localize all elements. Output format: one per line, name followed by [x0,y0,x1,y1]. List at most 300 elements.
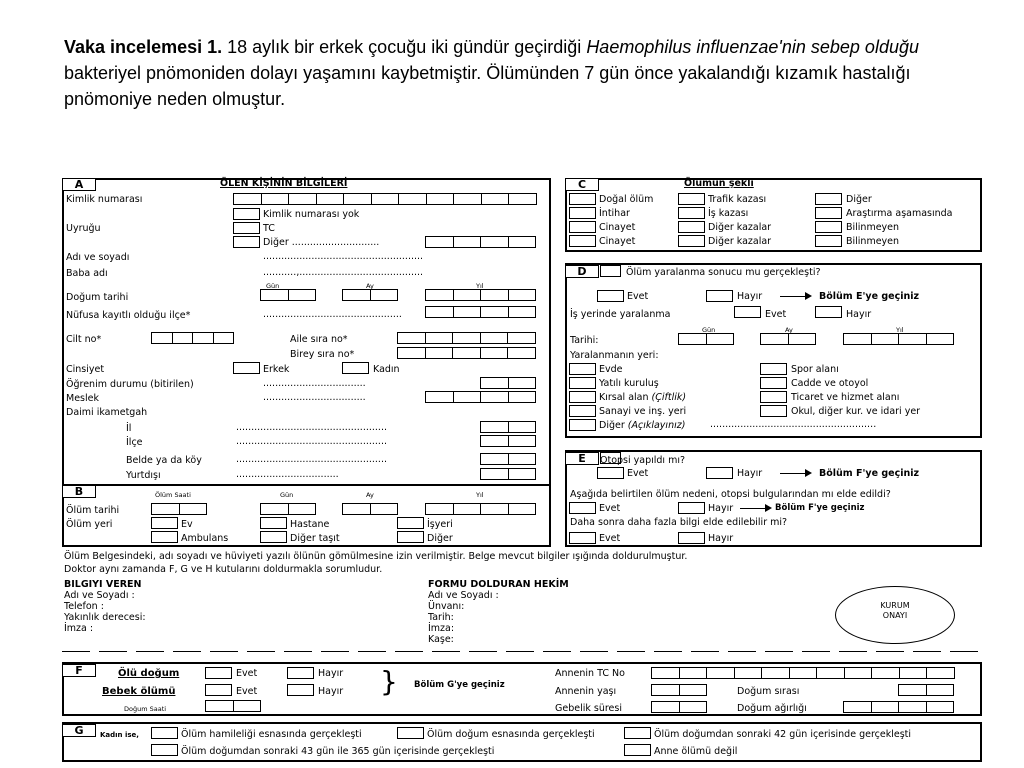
char-box[interactable] [425,306,454,318]
bilgi-title: BILGIYI VEREN [64,579,142,590]
note-line1: Ölüm Belgesindeki, adı soyadı ve hüviyeti yazılı ölünün gömülmesine izin verilmiştir. Belge mevcut bilgiler ışığında doldurulmuştur. [64,551,688,562]
bebek-olumu-hayir-checkbox[interactable] [287,684,314,696]
kadin-ise-label: Kadın ise, [100,731,139,739]
char-box[interactable] [425,289,454,301]
arastirma-checkbox[interactable] [815,207,842,219]
evde-label: Evde [599,364,623,375]
meslek-dots[interactable]: .................................. [263,392,366,403]
nufus-label: Nüfusa kayıtlı olduğu ilçe* [66,310,191,321]
dogum-agirligi-boxes[interactable] [843,701,953,713]
char-box[interactable] [233,700,262,712]
char-box[interactable] [343,193,372,205]
hastane-checkbox[interactable] [260,517,287,529]
char-box[interactable] [706,333,735,345]
cut-dash [99,651,127,652]
char-box[interactable] [480,421,509,433]
char-box[interactable] [370,503,399,515]
cut-dash [62,651,90,652]
kimlik-label: Kimlik numarası [66,194,143,205]
char-box[interactable] [205,700,234,712]
gun-label-b: Gün [280,491,294,499]
char-box[interactable] [843,333,872,345]
ogrenim-label: Öğrenim durumu (bitirilen) [66,379,194,390]
char-box[interactable] [706,667,735,679]
char-box[interactable] [508,377,537,389]
section-f-tab: F [62,664,96,677]
cut-dash [284,651,312,652]
otopsi-bulgu-hayir-checkbox[interactable] [678,502,705,514]
char-box[interactable] [453,306,482,318]
cinayet2-checkbox[interactable] [569,235,596,247]
olu-dogum-label: Ölü doğum [118,668,180,679]
nufus-dots[interactable]: .............................................. [263,309,402,320]
spor-checkbox[interactable] [760,363,787,375]
char-box[interactable] [760,333,789,345]
anne-yasi-boxes[interactable] [651,684,706,696]
ay-label-a: Ay [366,282,374,290]
char-box[interactable] [151,503,180,515]
kimlik-boxes[interactable] [233,193,536,205]
erkek-label: Erkek [263,364,290,375]
olu-dogum-hayir-checkbox[interactable] [287,667,314,679]
char-box[interactable] [288,193,317,205]
hekim-kase: Kaşe: [428,634,454,645]
d-question: Ölüm yaralanma sonucu mu gerçekleşti? [626,267,821,278]
diger-kaza1-label: Diğer kazalar [708,222,772,233]
olum-tarihi-label: Ölüm tarihi [66,505,120,516]
char-box[interactable] [260,289,289,301]
char-box[interactable] [172,332,194,344]
ambulans-label: Ambulans [181,533,229,544]
hekim-unvan: Ünvanı: [428,601,465,612]
char-box[interactable] [508,193,537,205]
d-gun-boxes[interactable] [678,333,733,345]
ticaret-checkbox[interactable] [760,391,787,403]
char-box[interactable] [843,701,872,713]
intihar-label: İntihar [599,208,630,219]
g-opt2-label: Ölüm doğum esnasında gerçekleşti [427,729,595,740]
char-box[interactable] [371,193,400,205]
is-yerinde-label: İş yerinde yaralanma [570,309,671,320]
char-box[interactable] [651,667,680,679]
g-opt4-label: Ölüm doğumdan sonraki 43 gün ile 365 gün içerisinde gerçekleşti [181,746,495,757]
cut-dash [728,651,756,652]
d-yil-boxes[interactable] [843,333,953,345]
char-box[interactable] [788,333,817,345]
is-kazasi-checkbox[interactable] [678,207,705,219]
otopsi-hayir-checkbox[interactable] [706,467,733,479]
bilinmeyen2-checkbox[interactable] [815,235,842,247]
bilgi-telefon: Telefon : [64,601,104,612]
diger-yeri-dots[interactable]: .....................................................‥ [710,419,877,430]
cut-dash [506,651,534,652]
ev-checkbox[interactable] [151,517,178,529]
char-box[interactable] [480,289,509,301]
dogum-yil-boxes[interactable] [425,289,535,301]
diger-uyruk-checkbox[interactable] [233,236,260,248]
cut-dash [617,651,645,652]
daha-sonra-question: Daha sonra daha fazla bilgi elde edilebilir mi? [570,517,788,528]
char-box[interactable] [261,193,290,205]
char-box[interactable] [480,453,509,465]
belde-boxes[interactable] [480,453,535,465]
brace-icon: } [380,665,398,698]
aile-label: Aile sıra no* [290,334,348,345]
char-box[interactable] [480,236,509,248]
anne-tc-boxes[interactable] [651,667,954,679]
anne-yasi-label: Annenin yaşı [555,686,617,697]
olu-dogum-evet-checkbox[interactable] [205,667,232,679]
char-box[interactable] [453,193,482,205]
char-box[interactable] [508,391,537,403]
cut-dash [802,651,830,652]
ogrenim-dots[interactable]: .................................. [263,378,366,389]
evde-checkbox[interactable] [569,363,596,375]
char-box[interactable] [926,333,955,345]
tc-label: TC [263,223,275,234]
char-box[interactable] [508,503,537,515]
diger-yer-label: Diğer [427,533,453,544]
note-line2: Doktor aynı zamanda F, G ve H kutularını doldurmakla sorumludur. [64,564,383,575]
char-box[interactable] [425,391,454,403]
char-box[interactable] [508,453,537,465]
char-box[interactable] [651,701,680,713]
char-box[interactable] [453,289,482,301]
intro-part2: bakteriyel pnömoniden dolayı yaşamını kaybetmiştir. Ölümünden 7 gün önce yakalandığı kızamık hastalığı pnömoniye neden olmuştur. [64,63,911,109]
cut-dash [321,651,349,652]
char-box[interactable] [481,193,510,205]
char-box[interactable] [871,667,900,679]
olum-saat-boxes[interactable] [151,503,206,515]
char-box[interactable] [398,193,427,205]
hekim-tarih: Tarih: [428,612,454,623]
dogum-saati-label: Doğum Saati [124,705,167,713]
char-box[interactable] [342,289,371,301]
spor-label: Spor alanı [791,364,839,375]
char-box[interactable] [871,333,900,345]
char-box[interactable] [508,468,537,480]
cut-dash [580,651,608,652]
olu-dogum-hayir-label: Hayır [318,668,344,679]
char-box[interactable] [452,332,481,344]
section-c-tab: C [565,178,599,191]
yurtdisi-boxes[interactable] [480,468,535,480]
diger-kaza1-checkbox[interactable] [678,221,705,233]
g-opt2-checkbox[interactable] [397,727,424,739]
kurum-line1: KURUM [880,601,910,610]
char-box[interactable] [871,701,900,713]
dogum-gun-boxes[interactable] [260,289,315,301]
char-box[interactable] [453,391,482,403]
hekim-adi: Adı ve Soyadı : [428,590,499,601]
ilce-label: İlçe [126,437,143,448]
char-box[interactable] [397,347,426,359]
bebek-olumu-evet-label: Evet [236,686,258,697]
sanayi-checkbox[interactable] [569,405,596,417]
char-box[interactable] [426,193,455,205]
dogum-tarihi-label: Doğum tarihi [66,292,129,303]
yatili-checkbox[interactable] [569,377,596,389]
d-ay-boxes[interactable] [760,333,815,345]
cut-dash [876,651,904,652]
d-evet-checkbox[interactable] [597,290,624,302]
daha-sonra-hayir-checkbox[interactable] [678,532,705,544]
char-box[interactable] [192,332,214,344]
char-box[interactable] [213,332,235,344]
char-box[interactable] [480,332,509,344]
ilce-boxes[interactable] [480,435,535,447]
char-box[interactable] [480,435,509,447]
il-dots[interactable]: .................................................. [236,422,387,433]
ogrenim-boxes[interactable] [480,377,535,389]
otopsi-bulgu-evet-checkbox[interactable] [569,502,596,514]
char-box[interactable] [425,347,454,359]
char-box[interactable] [679,684,708,696]
sanayi-label: Sanayi ve inş. yeri [599,406,687,417]
char-box[interactable] [898,333,927,345]
char-box[interactable] [678,333,707,345]
d-hayir-label: Hayır [737,291,763,302]
diger-tasit-label: Diğer taşıt [290,533,340,544]
is-yerinde-hayir-label: Hayır [846,309,872,320]
uyruk-code-boxes[interactable] [425,236,535,248]
char-box[interactable] [816,667,845,679]
is-yerinde-hayir-checkbox[interactable] [815,306,842,318]
olum-yeri-label: Ölüm yeri [66,519,113,530]
intihar-checkbox[interactable] [569,207,596,219]
belde-dots[interactable]: .................................................. [236,454,387,465]
char-box[interactable] [507,332,536,344]
daha-sonra-evet-checkbox[interactable] [569,532,596,544]
section-b-divider [62,484,551,486]
char-box[interactable] [480,306,509,318]
kirsal-label [599,392,686,403]
cut-dash [173,651,201,652]
bilgi-yakinlik: Yakınlık derecesi: [64,612,146,623]
meslek-label: Meslek [66,393,99,404]
char-box[interactable] [425,236,454,248]
g-opt1-checkbox[interactable] [151,727,178,739]
char-box[interactable] [507,347,536,359]
g-opt4-checkbox[interactable] [151,744,178,756]
section-g-tab: G [62,724,96,737]
okul-checkbox[interactable] [760,405,787,417]
char-box[interactable] [508,306,537,318]
char-box[interactable] [452,347,481,359]
olum-yil-boxes[interactable] [425,503,535,515]
tarihi-label: Tarihi: [570,335,599,346]
uyrugu-label: Uyruğu [66,223,101,234]
char-box[interactable] [899,667,928,679]
cadde-checkbox[interactable] [760,377,787,389]
daha-sonra-evet-label: Evet [599,533,621,544]
cinsiyet-label: Cinsiyet [66,364,105,375]
char-box[interactable] [480,503,509,515]
olum-gun-boxes[interactable] [260,503,315,515]
ay-label-d: Ay [785,326,793,334]
char-box[interactable] [926,667,955,679]
bilgi-adi: Adı ve Soyadı : [64,590,135,601]
yatili-label: Yatılı kuruluş [599,378,659,389]
diger-yeri-checkbox[interactable] [569,419,596,431]
case-title: Vaka incelemesi 1. [64,37,223,57]
g-opt3-checkbox[interactable] [624,727,651,739]
char-box[interactable] [480,391,509,403]
ticaret-label: Ticaret ve hizmet alanı [791,392,900,403]
nufus-boxes[interactable] [425,306,535,318]
daimi-label: Daimi ikametgah [66,407,148,418]
cut-dash [691,651,719,652]
bilinmeyen1-checkbox[interactable] [815,221,842,233]
e-arrow [780,473,810,474]
bebek-olumu-evet-checkbox[interactable] [205,684,232,696]
char-box[interactable] [926,701,955,713]
cinayet1-checkbox[interactable] [569,221,596,233]
char-box[interactable] [734,667,763,679]
char-box[interactable] [926,684,955,696]
char-box[interactable] [761,667,790,679]
birey-boxes[interactable] [397,347,535,359]
diger-kaza2-label: Diğer kazalar [708,236,772,247]
otopsi-evet-checkbox[interactable] [597,467,624,479]
diger-sekil-checkbox[interactable] [815,193,842,205]
olum-ay-boxes[interactable] [342,503,397,515]
char-box[interactable] [233,193,262,205]
char-box[interactable] [179,503,208,515]
anne-tc-label: Annenin TC No [555,668,625,679]
adi-soyadi-dots[interactable]: ..................................................... [263,251,424,262]
cut-dash [950,651,978,652]
isyeri-label: İşyeri [427,519,453,530]
yer-label: Yaralanmanın yeri: [570,350,659,361]
dogum-sirasi-boxes[interactable] [898,684,953,696]
char-box[interactable] [316,193,345,205]
char-box[interactable] [425,503,454,515]
g-opt5-checkbox[interactable] [624,744,651,756]
cut-dash [247,651,275,652]
diger-yeri-label [599,420,685,431]
ay-label-b: Ay [366,491,374,499]
meslek-boxes[interactable] [425,391,535,403]
kirsal-text: Kırsal alan [599,392,649,403]
bilinmeyen2-label: Bilinmeyen [846,236,900,247]
char-box[interactable] [789,667,818,679]
char-box[interactable] [508,435,537,447]
gebelik-boxes[interactable] [651,701,706,713]
char-box[interactable] [288,503,317,515]
char-box[interactable] [651,684,680,696]
is-yerinde-evet-checkbox[interactable] [734,306,761,318]
diger-sekil-label: Diğer [846,194,872,205]
cut-dash [469,651,497,652]
diger-tasit-checkbox[interactable] [260,531,287,543]
diger-kaza2-checkbox[interactable] [678,235,705,247]
g-opt5-label: Anne ölümü değil [654,746,738,757]
kirsal-checkbox[interactable] [569,391,596,403]
char-box[interactable] [679,667,708,679]
hekim-title: FORMU DOLDURAN HEKİM [428,579,569,590]
dogum-ay-boxes[interactable] [342,289,397,301]
trafik-checkbox[interactable] [678,193,705,205]
d-flag-box [600,265,621,277]
g-opt1-label: Ölüm hamileliği esnasında gerçekleşti [181,729,362,740]
char-box[interactable] [288,289,317,301]
dogum-saati-boxes[interactable] [205,700,260,712]
olu-dogum-evet-label: Evet [236,668,258,679]
cut-dash [136,651,164,652]
diger-yer-checkbox[interactable] [397,531,424,543]
otopsi-hayir-label: Hayır [737,468,763,479]
char-box[interactable] [508,289,537,301]
d-hayir-checkbox[interactable] [706,290,733,302]
g-opt3-label: Ölüm doğumdan sonraki 42 gün içerisinde gerçekleşti [654,729,912,740]
yurtdisi-dots[interactable]: .................................. [236,469,339,480]
ciftlik-text: (Çiftlik) [651,392,687,403]
tc-checkbox[interactable] [233,222,260,234]
cilt-label: Cilt no* [66,334,102,345]
char-box[interactable] [370,289,399,301]
d-evet-label: Evet [627,291,649,302]
cadde-label: Cadde ve otoyol [791,378,869,389]
cut-dash [765,651,793,652]
dogal-olum-label: Doğal ölüm [599,194,654,205]
dogal-olum-checkbox[interactable] [569,193,596,205]
aile-boxes[interactable] [397,332,535,344]
cut-dash [432,651,460,652]
char-box[interactable] [508,236,537,248]
char-box[interactable] [397,332,426,344]
adi-soyadi-label: Adı ve soyadı [66,252,130,263]
olum-saati-label: Ölüm Saati [155,491,191,499]
il-boxes[interactable] [480,421,535,433]
char-box[interactable] [480,377,509,389]
char-box[interactable] [260,503,289,515]
char-box[interactable] [679,701,708,713]
char-box[interactable] [151,332,173,344]
char-box[interactable] [425,332,454,344]
kimlik-yok-label: Kimlik numarası yok [263,209,360,220]
char-box[interactable] [898,684,927,696]
isyeri-checkbox[interactable] [397,517,424,529]
kimlik-yok-checkbox[interactable] [233,208,260,220]
gebelik-label: Gebelik süresi [555,703,622,714]
section-c-title: Ölümün şekli [684,178,754,189]
char-box[interactable] [508,421,537,433]
yurtdisi-label: Yurtdışı [126,470,161,481]
char-box[interactable] [342,503,371,515]
bebek-olumu-hayir-label: Hayır [318,686,344,697]
char-box[interactable] [453,236,482,248]
char-box[interactable] [844,667,873,679]
cut-dash [210,651,238,652]
kadin-checkbox[interactable] [342,362,369,374]
bebek-olumu-label: Bebek ölümü [102,686,176,697]
baba-adi-dots[interactable]: ...........‚......................................... [263,267,424,278]
cinayet2-label: Cinayet [599,236,636,247]
ambulans-checkbox[interactable] [151,531,178,543]
char-box[interactable] [480,468,509,480]
char-box[interactable] [898,701,927,713]
char-box[interactable] [480,347,509,359]
char-box[interactable] [453,503,482,515]
cilt-boxes[interactable] [151,332,233,344]
e-bolum-f: Bölüm F'ye geçiniz [819,468,920,479]
ilce-dots[interactable]: .................................................. [236,436,387,447]
aciklayiniz-text: (Açıklayınız) [627,420,686,431]
dogum-agirligi-label: Doğum ağırlığı [737,703,807,714]
erkek-checkbox[interactable] [233,362,260,374]
d-bolum-e: Bölüm E'ye geçiniz [819,291,920,302]
